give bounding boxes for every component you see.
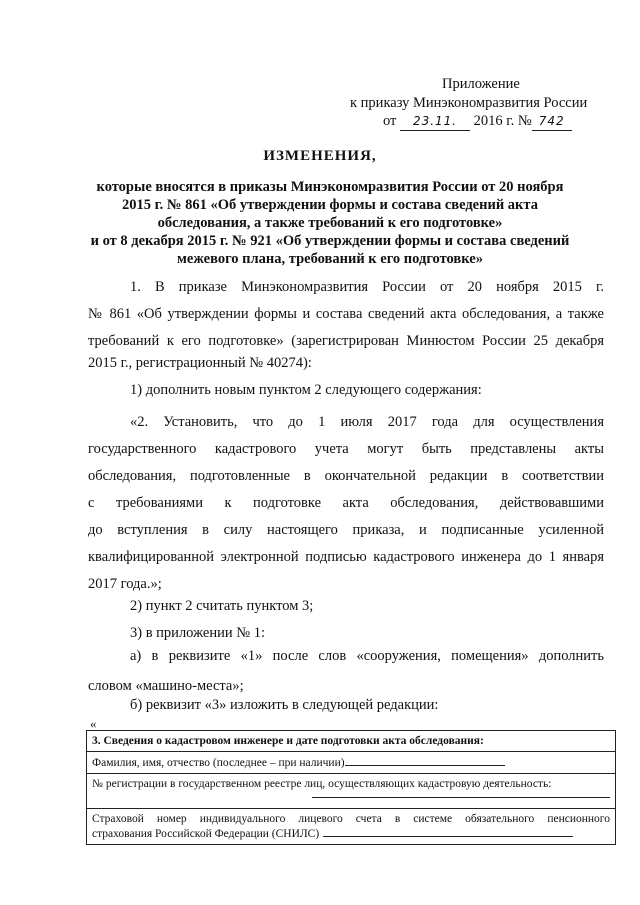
paragraph-1-line: № 861 «Об утверждении формы и состава сведений акта обследования, а также (88, 306, 604, 322)
item-1: 1) дополнить новым пунктом 2 следующего содержания: (130, 382, 482, 398)
appendix-label: Приложение (442, 76, 520, 92)
document-title: ИЗМЕНЕНИЯ, (263, 148, 377, 164)
year-number-label: 2016 г. № (473, 113, 532, 129)
subtitle-line: которые вносятся в приказы Минэкономразвития России от 20 ноября (96, 179, 564, 195)
item-3b: б) реквизит «3» изложить в следующей редакции: (130, 697, 439, 713)
table-row (87, 752, 615, 774)
fill-line (312, 791, 610, 798)
subtitle-line: 2015 г. № 861 «Об утверждении формы и состава сведений акта (122, 197, 538, 213)
order-date-line (383, 113, 572, 131)
quote-line: «2. Установить, что до 1 июля 2017 года для осуществления (130, 414, 604, 430)
paragraph-1-line: требований к его подготовке» (зарегистрирован Минюстом России 25 декабря (88, 333, 604, 349)
table-row (87, 774, 615, 809)
date-prefix: от (383, 113, 397, 129)
table-row (87, 809, 615, 844)
subtitle-line: обследования, а также требований к его подготовке» (157, 215, 503, 231)
fill-line (323, 826, 573, 837)
fill-line (345, 755, 505, 766)
paragraph-1-line: 2015 г., регистрационный № 40274): (88, 355, 312, 371)
quote-line: 2017 года.»; (88, 576, 162, 592)
subtitle-line: межевого плана, требований к его подготовке» (177, 251, 483, 267)
handwritten-order-number: 742 (532, 113, 572, 131)
registration-number-label: № регистрации в государственном реестре лиц, осуществляющих кадастровую деятельность: (92, 778, 552, 790)
item-3a-line: а) в реквизите «1» после слов «сооружения, помещения» дополнить (130, 648, 604, 664)
handwritten-date: 23.11. (400, 113, 470, 131)
paragraph-1-line: 1. В приказе Минэкономразвития России от 20 ноября 2015 г. (130, 279, 604, 295)
item-2: 2) пункт 2 считать пунктом 3; (130, 598, 314, 614)
opening-quote-mark: « (90, 716, 97, 731)
quote-line: государственного кадастрового учета могут быть представлены акты (88, 441, 604, 457)
engineer-info-table (86, 730, 616, 845)
item-3a-line: словом «машино-места»; (88, 678, 244, 694)
quote-line: с требованиями к подготовке акта обследования, действовавшими (88, 495, 604, 511)
subtitle-line: и от 8 декабря 2015 г. № 921 «Об утверждении формы и состава сведений (90, 233, 570, 249)
order-reference: к приказу Минэкономразвития России (350, 95, 588, 111)
quote-line: квалифицированной электронной подписью кадастрового инженера до 1 января (88, 549, 604, 565)
snils-label-line: Страховой номер индивидуального лицевого счета в системе обязательного пенсионного (92, 813, 610, 825)
document-subtitle (60, 178, 600, 268)
quote-line: до вступления в силу настоящего приказа, и подписанные усиленной (88, 522, 604, 538)
item-3: 3) в приложении № 1: (130, 625, 265, 641)
snils-label-line: страхования Российской Федерации (СНИЛС) (92, 826, 610, 841)
full-name-label: Фамилия, имя, отчество (последнее – при наличии) (92, 757, 345, 769)
quote-line: обследования, подготовленные в окончательной редакции в соответствии (88, 468, 604, 484)
table-header-row: 3. Сведения о кадастровом инженере и дате подготовки акта обследования: (87, 731, 615, 752)
